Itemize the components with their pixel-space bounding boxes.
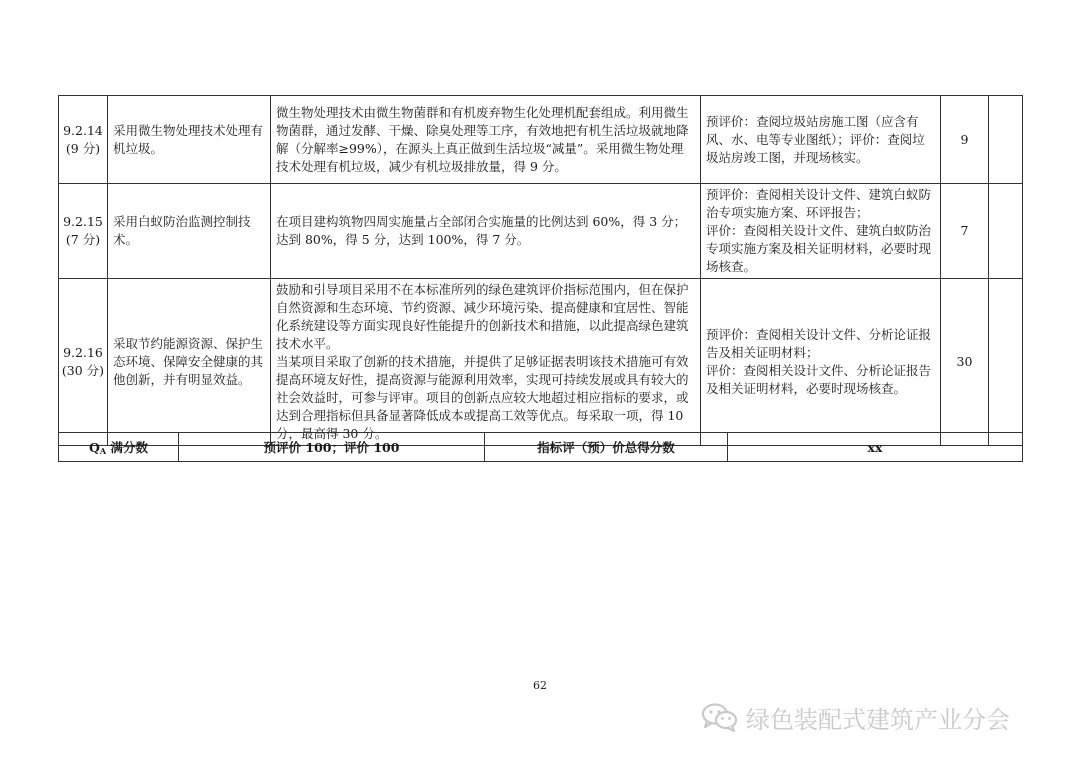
scoring-criteria: 在项目建构筑物四周实施量占全部闭合实施量的比例达到 60%，得 3 分；达到 80%，得 5 分，达到 100%，得 7 分。 bbox=[271, 184, 701, 279]
evaluation-method: 预评价：查阅垃圾站房施工图（应含有风、水、电等专业图纸）；评价：查阅垃圾站房竣工图，并现场核实。 bbox=[701, 96, 941, 184]
item-points: (30 分) bbox=[61, 363, 105, 378]
blank-cell bbox=[989, 279, 1023, 446]
pre-evaluation-text: 预评价：查阅相关设计文件、建筑白蚁防治专项实施方案、环评报告； bbox=[706, 187, 932, 220]
evaluation-text: 评价：查阅相关设计文件、分析论证报告及相关证明材料，必要时现场核查。 bbox=[706, 363, 932, 396]
item-points: (9 分) bbox=[65, 140, 101, 156]
item-description: 采用白蚁防治监测控制技术。 bbox=[108, 184, 271, 279]
table-row bbox=[59, 184, 1023, 279]
item-score: 9 bbox=[941, 96, 989, 184]
table-row bbox=[59, 279, 1023, 446]
q-subscript: A bbox=[99, 446, 107, 456]
item-code: 9.2.16 bbox=[63, 345, 103, 360]
blank-cell bbox=[989, 184, 1023, 279]
scoring-criteria bbox=[271, 279, 701, 446]
blank-cell bbox=[989, 96, 1023, 184]
item-score: 30 bbox=[941, 279, 989, 446]
q-letter: Q bbox=[89, 440, 100, 455]
evaluation-text: 评价：查阅相关设计文件、建筑白蚁防治专项实施方案及相关证明材料，必要时现场核查。 bbox=[706, 223, 932, 274]
evaluation-method bbox=[701, 184, 941, 279]
summary-row bbox=[58, 432, 1023, 462]
item-description: 采取节约能源资源、保护生态环境、保障安全健康的其他创新，并有明显效益。 bbox=[108, 279, 271, 446]
item-number bbox=[59, 184, 108, 279]
page-number: 62 bbox=[533, 679, 547, 692]
criteria-paragraph: 当某项目采取了创新的技术措施，并提供了足够证据表明该技术措施可有效提高环境友好性，提高资源与能源利用效率，实现可持续发展或具有较大的社会效益时，可参与评审。项目的创新点应较大地超过相应指标的要求，或达到合理指标但具备显著降低成本或提高工效等优点。每采取一项，得 10 分，最高得 30 分。 bbox=[276, 354, 689, 441]
watermark bbox=[700, 699, 1010, 735]
total-score-label: 指标评（预）价总得分数 bbox=[485, 433, 728, 462]
full-score-label bbox=[59, 433, 179, 462]
scoring-criteria: 微生物处理技术由微生物菌群和有机废弃物生化处理机配套组成。利用微生物菌群，通过发酵、干燥、除臭处理等工序，有效地把有机生活垃圾就地降解（分解率≥99%），在源头上真正做到生活垃圾“减量”。采用微生物处理技术处理有机垃圾，减少有机垃圾排放量，得 9 分。 bbox=[271, 96, 701, 184]
table-row bbox=[59, 96, 1023, 184]
q-suffix: 满分数 bbox=[106, 440, 148, 455]
item-code: 9.2.15 bbox=[63, 214, 103, 229]
item-points: (7 分) bbox=[65, 232, 101, 247]
evaluation-table bbox=[58, 95, 1023, 446]
pre-evaluation-text: 预评价：查阅相关设计文件、分析论证报告及相关证明材料； bbox=[706, 327, 932, 360]
item-score: 7 bbox=[941, 184, 989, 279]
criteria-paragraph: 鼓励和引导项目采用不在本标准所列的绿色建筑评价指标范围内，但在保护自然资源和生态环境、节约资源、减少环境污染、提高健康和宜居性、智能化系统建设等方面实现良好性能提升的创新技术和措施，以此提高绿色建筑技术水平。 bbox=[276, 282, 689, 351]
item-number bbox=[59, 279, 108, 446]
total-score-value: xx bbox=[728, 433, 1023, 462]
watermark-text: 绿色装配式建筑产业分会 bbox=[746, 705, 1010, 734]
evaluation-method bbox=[701, 279, 941, 446]
wechat-icon bbox=[700, 702, 740, 732]
item-description: 采用微生物处理技术处理有机垃圾。 bbox=[108, 96, 271, 184]
full-score-value: 预评价 100；评价 100 bbox=[179, 433, 485, 462]
item-number bbox=[59, 96, 108, 184]
item-code: 9.2.14 bbox=[63, 122, 103, 138]
